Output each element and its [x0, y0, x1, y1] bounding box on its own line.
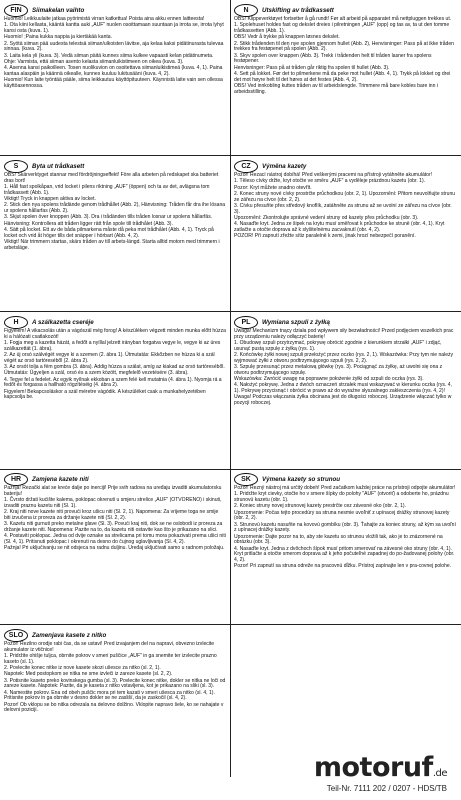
instruction-paragraph: Pažnja! Pri uključivanju se nit odsjeca na radnu duljinu. Uređaj uključivati samo u radnom položaju. — [4, 545, 225, 551]
section-title: Zamjena kazete niti — [32, 476, 89, 483]
instruction-paragraph: Viktigt! När trimmern startas, skärs tråden av till arbets-längd. Starta alltid motorn med trimmern i arbetsläge. — [4, 238, 220, 251]
instruction-paragraph: Figyelem! A vikacsolás után a vágószál még forog! A készüléken végzett minden munka előtt húzza ki a hálózati csatlakozót! — [4, 328, 226, 340]
instruction-paragraph: Napotek: Med postopkom se nitka ne sme izvleči iz zareze kasete (sl. 2, 2). — [4, 671, 173, 678]
instruction-paragraph: 2. Syötä siiman pää uudesta telestsä siiman/ulkoisten lävitse, aja kelaa kaksi pidätinurasta tulevaa sinnaa. (kuva. 2). — [4, 40, 224, 53]
instruction-paragraph: Huomio! Kun laite työntää pääle, siima leikkautuu käyttöpituuteen. Käynnistä laite vain sen ollessa käyttöasennossa. — [4, 77, 223, 89]
section-hr — [4, 473, 226, 623]
section-cz — [234, 160, 457, 310]
section-title: Utskifting av trådkassett — [262, 7, 334, 14]
section-n — [234, 4, 457, 154]
row-divider — [0, 469, 461, 470]
instruction-paragraph: Henvisninger: Pass på at tråden går riktig fra spolen til hullet (Abb. 3). — [234, 64, 390, 71]
instruction-paragraph: 2. Povlecite konec nitke iz nove kasete skozi ušesce za nitko (sl. 2, 1). — [4, 665, 161, 671]
language-badge: H — [4, 316, 28, 329]
section-body — [234, 486, 457, 570]
instruction-paragraph: 1. Pridržite ohišje tuljca, obrnite pokrov v smeri puščice „AUF" in ga snemite ter izvlecite prazno kaseto (sl. 1). — [4, 653, 217, 665]
instruction-paragraph: Ohje: Varmista, että siiman asento kelasta siimanluikistimeen on oikea (kuva. 3). — [4, 58, 184, 65]
instruction-paragraph: Upozornění: Zkontrolujte správné vedení struny od kazety přes průchodku (obr. 3). — [234, 214, 419, 221]
section-title: Byta ut trådkasett — [32, 163, 85, 170]
instruction-paragraph: Pozor! Rezilno orodje rabi čas, da se ustavi! Pred izvajanjem del na napravi, obvezno izvlecite akumulator iz vtičnice! — [4, 641, 215, 653]
instruction-paragraph: 1. Čvrsto držati kućište kalema, poklopac okrenuti u smjeru strelice „AUF" (OTVORENO) i skinuti, izvaditi praznu kazetu niti (Sl. 1). — [4, 497, 222, 509]
instruction-paragraph: Pozor! Řezací nástroj dobíhá! Před veškerými pracemi na přístroji vytáhněte akumulátor! — [234, 172, 433, 178]
instruction-paragraph: OBS! Skärverktyget stannar med fördröjningseffekt! Före alla arbeten på redskapet ska batteriet dras bort! — [4, 172, 219, 184]
instruction-paragraph: 1. Obudowę szpuli przytrzymać, pokrywę obrócić zgodnie z kierunkiem strzałki „AUF" i zdjąć, usunąć pustą szpulę z żyłką (rys. 1). — [234, 340, 442, 352]
section-pl — [234, 316, 457, 468]
section-body — [234, 173, 457, 240]
section-body — [4, 329, 226, 401]
instruction-paragraph: 4. Nasaďte kryt. Jedna z dvôchoch šípok musí pritom smerovať na závesné oko struny (obr. 4, 1). Kryt pritlačte a otočte smerom doprava až k jeho počuteľné zapadnej do po-žadovanej polohy (obr. 4, 2). — [234, 545, 455, 563]
instruction-paragraph: 1. Fogja meg a kazetta házát, a fedőt a nyíllal jelzett irányban forgatva vegye le, vegye ki az üres szálkazettát (1. ábra). — [4, 340, 221, 352]
instruction-paragraph: 4. Nałożyć pokrywę. Jedna z dwóch oznaczeń strzałek musi wskazywać w kierunku oczka (rys. 4, 1). Pokrywę przycisnąć i obrócić w prawo aż do wyraźne słyszalnego zakleszczenia (rys. 4, 2)! — [234, 382, 452, 394]
instruction-paragraph: 4. Nasaďte kryt. Jedna ze šipek na krytu musí směřovat k průchodce ke struně (obr. 4, 1). Kryt zatlačte a otočte doprava až k slyšitelnému zacvaknutí (obr. 4, 2). — [234, 221, 445, 233]
section-body — [234, 329, 457, 407]
section-title: A szálkazetta cseréje — [32, 319, 94, 326]
instruction-paragraph: 1. Spolehuset holdes fast og dekslet dreies i pilretningen „AUF" (opp) og tas av, ta ut den tomme trådkassetten (Abb. 1). — [234, 22, 450, 34]
instruction-paragraph: 3. Cívku přesuňte přes středový knoflík, zatáhněte za strunu až se uvolní ze zářezu na cívce (obr. 3). — [234, 202, 452, 215]
instruction-paragraph: Útmutatás: Ügyeljen a szál, orsó és a szem között, megfelelő vezetésére (3. ábra). — [4, 370, 189, 377]
instruction-paragraph: OBS! Klippeverktøyet fortsetter å gå rundt! Før alt arbeid på apparatet må nettpluggen trekkes ut. — [234, 16, 452, 22]
language-badge: PL — [234, 316, 258, 329]
instruction-paragraph: 2. Stick den nya spolens trådände genom trådhållet (Abb. 2), Hänvisning: Tråden får dra ihe lösana ur spolens hållarfas (Abb. 2). — [4, 202, 226, 214]
instruction-paragraph: 4. Sett på lokket. Før det to pilmerkene må da peke mot hullet (Abb. 4, 1). Trykk på lokket og drei det mot høyre helt til det høres at det festes (Abb. 4, 2). — [234, 70, 451, 83]
instruction-paragraph: 3. Laita kela yli (kuva. 3). Vedä siiman päitä kunnes siima kulkee vapaasti kelan pidätinumeta. — [4, 52, 214, 59]
language-badge: S — [4, 160, 28, 173]
language-badge: SLO — [4, 629, 28, 642]
instruction-paragraph: Figyelem! Bekapcsoláskor a szál méretre vágódik. A készüléket csak a munkahelyzetében kapcsolja be. — [4, 388, 206, 401]
section-title: Siimakelan vaihto — [32, 7, 85, 14]
instruction-paragraph: 2. Az új orsó szálvégét vegye ki a szemen (2. ábra 1). Útmutatás: Ekkőzben ne húzza ki a szál végét az orsó tartóreséből (2. ábra 2). — [4, 352, 215, 364]
section-body — [4, 17, 226, 90]
instruction-paragraph: Huomio! Leikkuulaite jatkaa pyörimistä virran katkettua! Poista aina akku ennen laitteesta! — [4, 16, 205, 22]
instruction-paragraph: 3. Potisnite kaseto preko kovinskega gumba (sl. 3). Povlecite konec nitke, dokler se nitka ne loči od zareze kasete. Napotek: Pazite, da je kaseta z nitko vstavljena, kot je prikazano na sliki (sl. 3). — [4, 677, 226, 690]
section-sk — [234, 473, 457, 623]
instruction-paragraph: Pažnja! Rezački alat se kreće dalje po inerciji! Prije svih radova na uređaju izvaditi akumulatorsku bateriju! — [4, 485, 222, 497]
section-s — [4, 160, 226, 310]
section-title: Výměna kazety — [262, 163, 307, 170]
row-divider — [0, 155, 461, 156]
instruction-paragraph: Huomio! ;Paina kukka nappia ja kiertäkää kanta. — [4, 34, 113, 41]
instruction-paragraph: 2. Konec struny nové cívky prostrčte průchodkou (obr. 2, 1). Upozornění: Přitom neuvolňujte strunu ze zářezu na cívce (obr. 2, 2). — [234, 190, 456, 203]
section-body — [4, 173, 226, 251]
instruction-paragraph: 1. Ota kiini kellasta, kääntä kantta auki „AUF" nuolen osoittamaan suuntaan ja irrota se, irrota lyhyt kansi osta (kuva. 1). — [4, 22, 224, 34]
instruction-paragraph: 4. Postaviti poklopac. Jedna od dvije oznake sa strelicama pri tomu mora pokazivati prema ušici niti (Sl. 4, 1). Pritisnuti poklopac i okrenuti na desno do čujnog uglavljivanja (Sl. 4, 2). — [4, 533, 226, 545]
instruction-paragraph: Wskazówka: Zwrócić uwagę na poprawne położenie żyłki od szpuli do oczka (rys. 3). — [234, 376, 424, 382]
brand-logo: motoruf.de — [313, 752, 447, 783]
instruction-paragraph: Pozor! Ob vklopu se bo nitka odrezala na delovno dolžino. Vklopite napravo šele, ko se nahajate v delovni poziciji. — [4, 701, 224, 714]
section-body — [234, 17, 457, 95]
language-badge: CZ — [234, 160, 258, 173]
instruction-paragraph: 4. Sätt på locket. Ett av de båda pilmarkena måste då peka mot trådhålet (Abb. 4, 1). Tryck på locket och vrid åt höger tills det snäpper i hörbart (Abb. 4, 2). — [4, 226, 214, 239]
section-title: Výmena kazety so strunou — [262, 476, 341, 483]
instruction-paragraph: Uwaga! Mechanizm tnący działa pod wpływem siły bezwładności! Przed podjęciem wszelkich prac przy urządzeniu należy odłączyć baterię! — [234, 328, 454, 340]
language-badge: FIN — [4, 4, 28, 17]
instruction-paragraph: OBS! Vedr å trykke på knappen løsnes dekslet. — [234, 34, 340, 41]
instruction-paragraph: 1. Těleso cívky držte, kryt otočte ve směru „AUF" a vyděleje prázdnou kazetu (obr. 1). — [234, 178, 426, 185]
instruction-paragraph: Pozor! Pri zapnutí sa struna odreže na pracovnú dĺžku. Prístroj zapínajte len v pra-covnej polohe. — [234, 563, 452, 570]
instruction-paragraph: 4. Tegye fel a fedelet. Az egyik nyílnak ekkoban a szem felé kell mutatnia (4. ábra 1). Nyomja rá a fedőt és forgassa a hallható rögzítéséig (4. ábra 2). — [4, 376, 222, 389]
column-divider — [230, 0, 231, 777]
section-slo — [4, 629, 226, 779]
instruction-paragraph: Hänvisning: Kontrollera att tråden ligger rätt från spole till trådhålet (Abb. 3). — [4, 220, 173, 227]
instruction-paragraph: 1. Håll fast spolkåpan, vrid locket i pilens riktning „AUF" (öppen) och ta av det, avlägsna tom trådkassett (Abb. 1). — [4, 184, 210, 196]
instruction-paragraph: Uwaga! Podczas włączania żyłka obcinana jest do długości roboczej. Urządzenie włączać tylko w pozycji roboczej. — [234, 394, 452, 406]
section-title: Wymiana szpuli z żyłką — [262, 319, 330, 326]
instruction-paragraph: 3. Szpulę przesunąć przez metalową główkę (rys. 3). Pociągnąć za żyłkę, aż uwolni się ona z otworu podtrzymującego szpulę. — [234, 364, 443, 376]
instruction-paragraph: 2. Stikk trådenden til den nye spolen gjennom hullet (Abb. 2), Henvisninger: Pass på at ikke tråden trekkes fra festøpenet på spolen (Abb. 2). — [234, 40, 454, 53]
section-h — [4, 316, 226, 468]
instruction-paragraph: 3. Skjut spolen över knoppen (Abb. 3). Dra i trådänden tills tråden losnar ur spolens hållarfäs. — [4, 214, 213, 221]
instruction-paragraph: 2. Koniec struny novej strunovej kazety prestrčte cez závesné oko (obr. 2, 1). — [234, 503, 406, 510]
instruction-paragraph: POZOR! Při zapnutí zřežte sítiz paralelně k zemi, jinak hrozí nebezpečí poranění. — [234, 233, 416, 239]
instruction-paragraph: 4. Asenna kansi paikoilleen. Tosen nuolikuvion on osoitettava siimanluikistimeä (kuva. 4, 1). Paina kantaa alaspäin ja käännä oikealle, kunnes kuuluu lukitusääni (kuva. 4, 2). — [4, 65, 223, 77]
row-divider — [0, 624, 461, 625]
instruction-paragraph: 3. Strunovú kazetu nasuňte na kovovú gombíku (obr. 3). Ťahajte za koniec struny, až kým sa uvoľní z upínacej drážky kazety. — [234, 521, 456, 534]
instruction-paragraph: Upozornenie: Počas tejto procedúry sa struna nesmie uvoľniť z upínacej drážky strunovej kazety (obr. 2, 2). — [234, 509, 450, 522]
instruction-paragraph: Viktigt! Tryck in knappen aktiva av locket. — [4, 196, 96, 202]
instruction-paragraph: 2. Kraj niti nove kazete niti provući kroz ušicu niti (Sl. 2, 1). Napomena: Za vrijeme toga ne smije biti izvučena iz proreza za držanje kazete niti (Sl. 2, 2). — [4, 509, 219, 521]
language-badge: HR — [4, 473, 28, 486]
instruction-paragraph: 3. Az orsót tolja a fém gombra (3. ábra). Addig húzza a szálat, amíg az kiakad az orsó tartóreséből. — [4, 364, 225, 370]
section-title: Zamenjava kasete z nitko — [32, 632, 107, 639]
instruction-paragraph: 2. Końcówkę żyłki nowej szpuli przełożyć przez oczko (rys. 2, 1). Wskazówka: Przy tym nie należy wyjmować żyłki z otworu podtrzymującego szpuli (rys. 2, 2). — [234, 352, 454, 364]
instruction-paragraph: Upozornenie: Dajte pozor na to, aby ste kazetu so strunou vložili tak, ako je to znázornené na obrázku (obr. 3). — [234, 533, 443, 546]
instruction-paragraph: 4. Namestite pokrov. Ena od obeh puščic mora pri tem kazati v smeri ušesca za nitko (sl. 4, 1). Pritisnite pokrov in ga obrnite v desno dokler se ne zasliší, da je zaskočil (sl. 4, 2). — [4, 689, 215, 702]
section-body — [4, 486, 226, 552]
part-number: Teil-Nr. 7111 202 / 0207 - HDS/TB — [326, 784, 447, 793]
instruction-paragraph: 1. Pridržte kryt cievky, otočte ho v smere šípky do polohy "AUF" (otvoriť) a odoberte ho, prázdnu strunovú kazetu (obr. 1). — [234, 491, 449, 503]
row-divider — [0, 311, 461, 312]
language-badge: N — [234, 4, 258, 17]
instruction-paragraph: OBS! Ved innkobling kuttes tråden av til arbeidslengde. Trimmere må bare kobles bare inn i arbeidsstilling. — [234, 82, 438, 95]
instruction-paragraph: 3. Skyv spolen over knappen (Abb. 3). Trekk i trådenden helt til tråden lasner fra spolens festøpener. — [234, 52, 432, 65]
instruction-paragraph: Pozor! Rezný nástroj má určitý dobeh! Pred začatkom každej práce na prístroji odpojte akumulátor! — [234, 485, 456, 491]
section-fin — [4, 4, 226, 154]
language-badge: SK — [234, 473, 258, 486]
instruction-paragraph: Pozor: Kryt můžete snadno otevřít. — [234, 184, 312, 191]
section-body — [4, 642, 226, 714]
instruction-paragraph: 3. Kazetu niti gurnuti preko metalne glave (Sl. 3). Povući kraj niti, dok se ne oslobodi iz proreza za držanje kazete niti. Napomena: Pazite na to, da kazetu niti ostavite kao što je prikazano na slici. — [4, 521, 223, 533]
